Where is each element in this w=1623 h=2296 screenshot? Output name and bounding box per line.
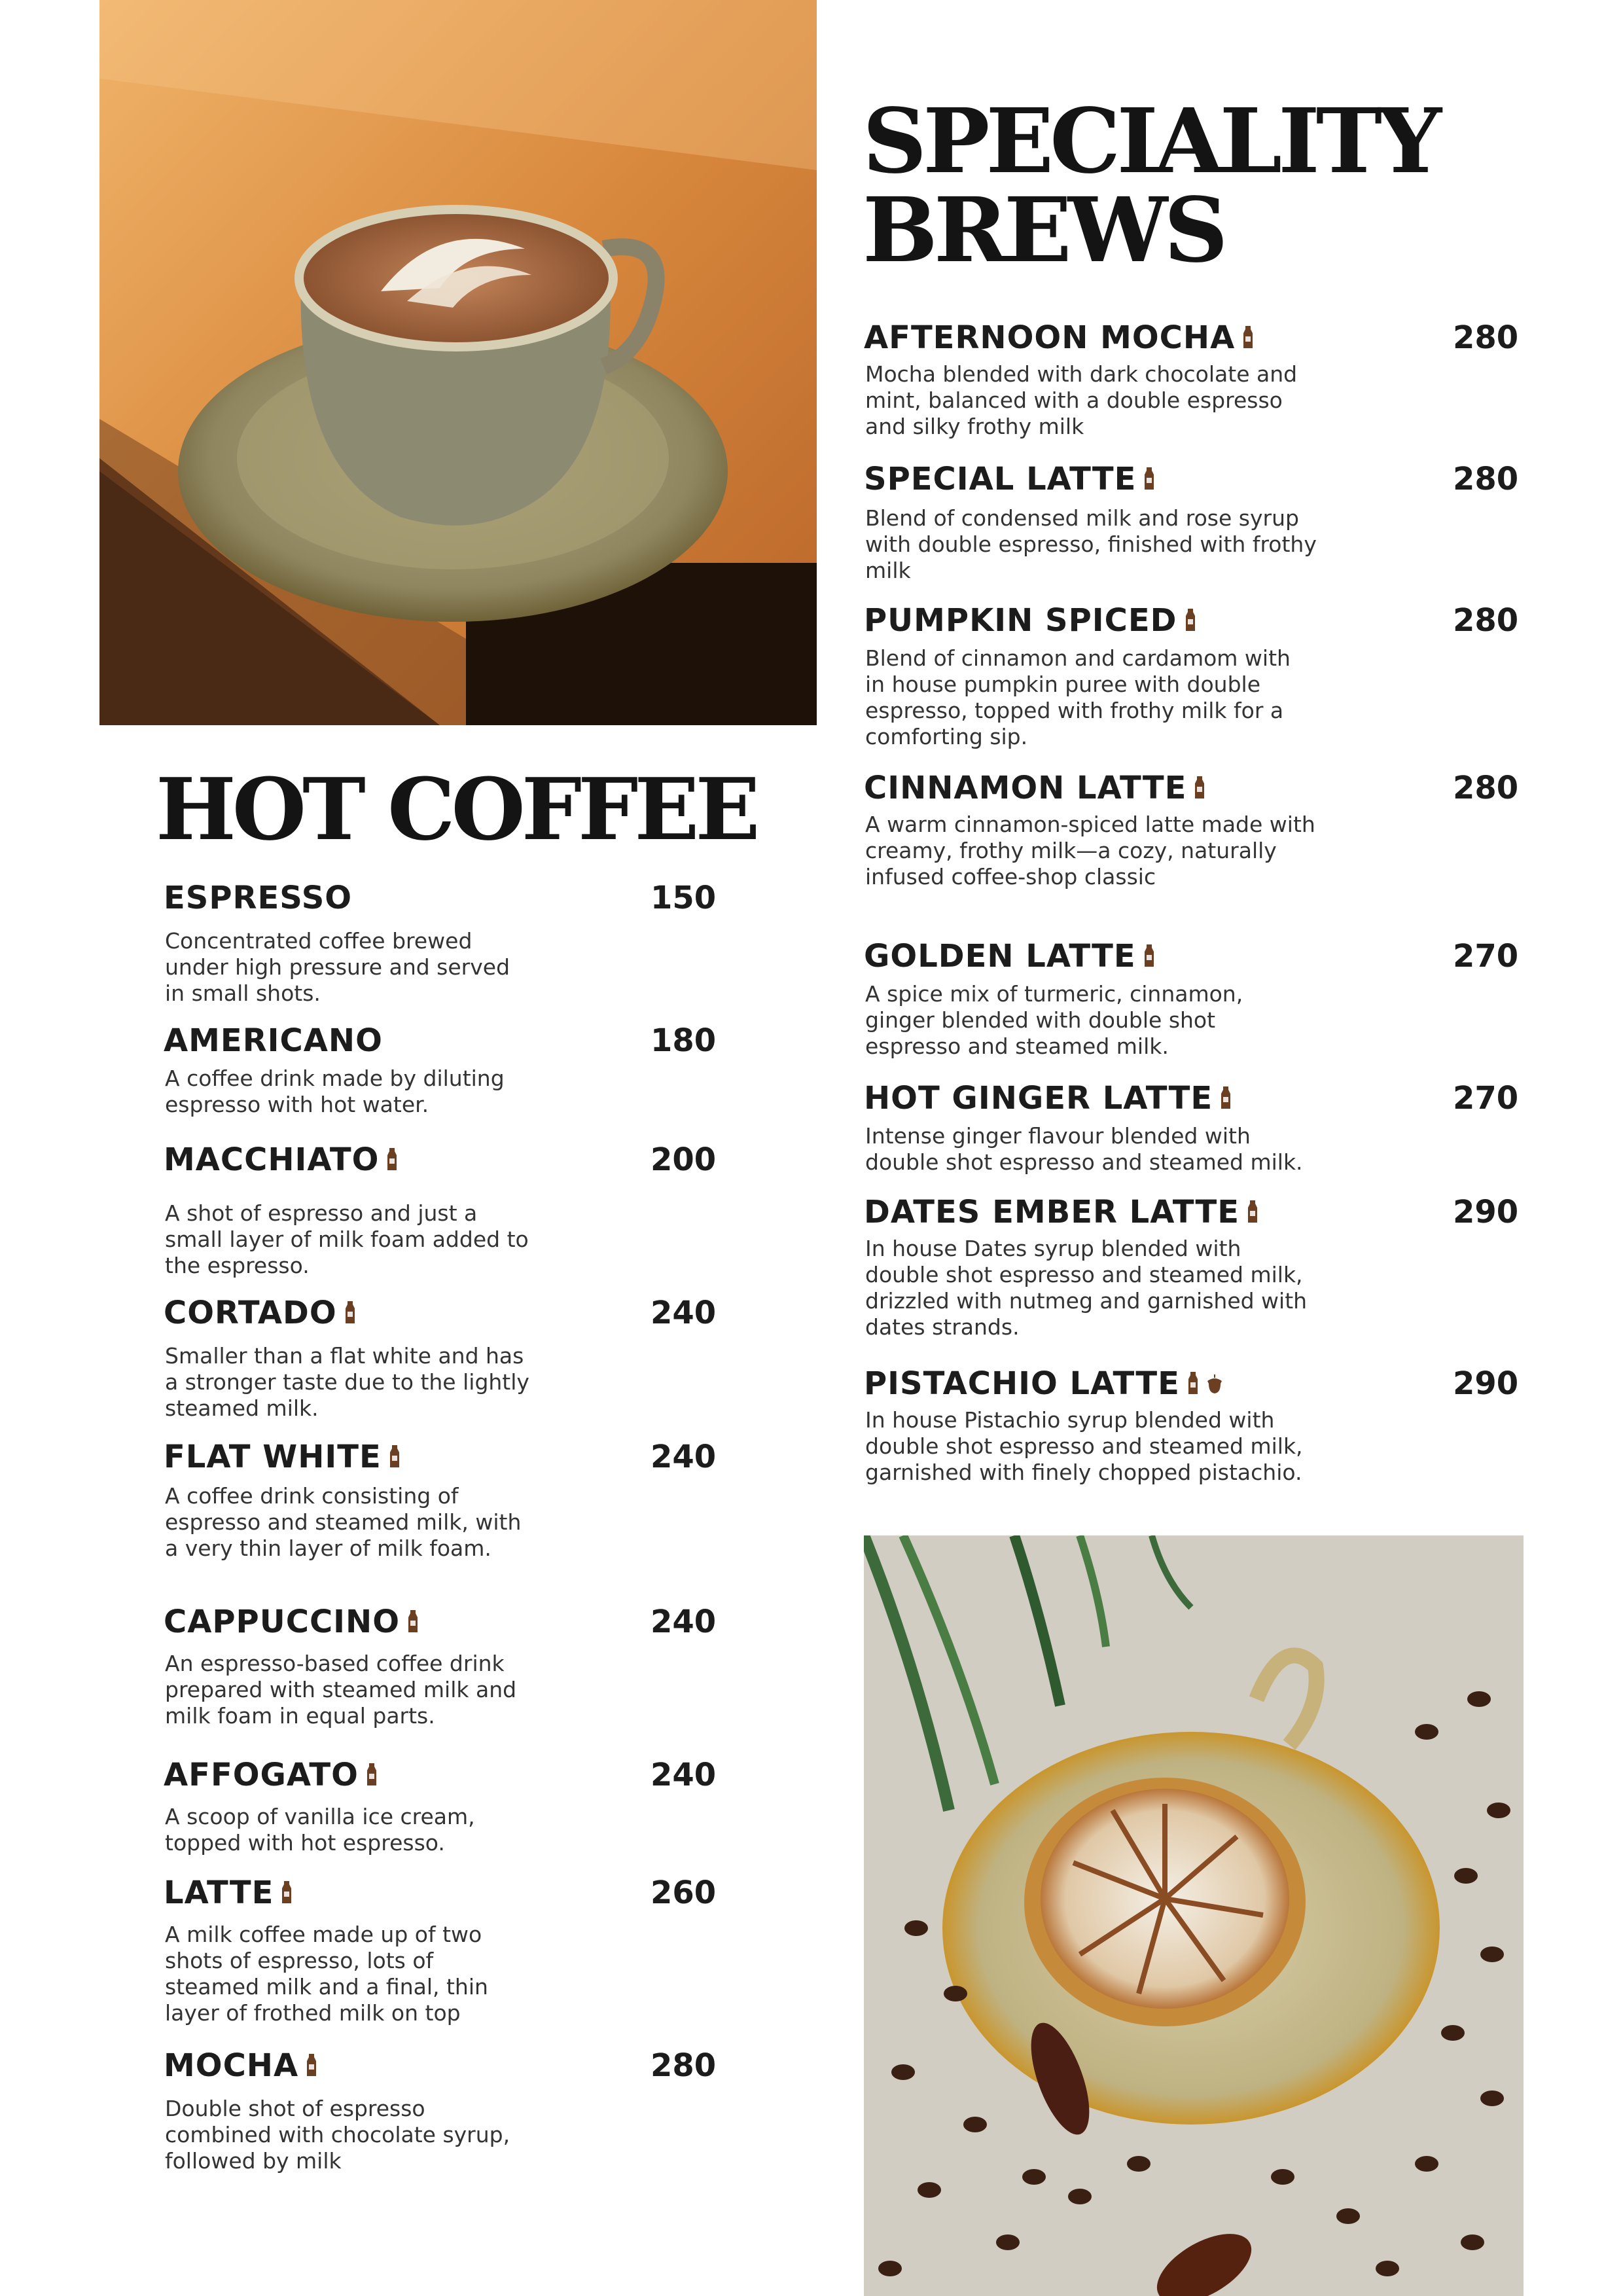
speciality-menu-item: [864, 463, 1518, 594]
speciality-menu-item: [864, 602, 1519, 749]
item-name-text: DATES EMBER LATTE: [864, 1194, 1240, 1230]
milk-bottle-icon: [1185, 609, 1196, 631]
speciality-menu-item: [864, 938, 1519, 1071]
item-price: 240: [651, 1295, 717, 1331]
item-description: A scoop of vanilla ice cream, topped with hot espresso.: [165, 1804, 475, 1856]
item-description: Mocha blended with dark chocolate and mint, balanced with a double espresso and silky frothy milk: [865, 361, 1298, 439]
nut-icon: [1206, 1374, 1223, 1394]
item-name: [164, 1759, 377, 1791]
item-price: 280: [1453, 770, 1519, 806]
item-name: [864, 1196, 1258, 1228]
item-name-text: AMERICANO: [164, 1022, 383, 1059]
item-description: An espresso-based coffee drink prepared with steamed milk and milk foam in equal parts.: [165, 1651, 517, 1729]
hot-menu-item: [164, 882, 726, 1013]
item-name-text: FLAT WHITE: [164, 1439, 382, 1475]
milk-bottle-icon: [366, 1763, 377, 1785]
speciality-title-line2: BREWS: [863, 178, 1224, 283]
milk-bottle-icon: [387, 1148, 397, 1170]
hot-menu-item: [164, 1141, 726, 1278]
item-price: 150: [651, 880, 717, 916]
item-name: [164, 1606, 418, 1638]
item-name: [164, 1022, 383, 1059]
item-name: [864, 772, 1205, 804]
cappuccino-photo: [864, 1535, 1524, 2296]
milk-bottle-icon: [1221, 1086, 1231, 1109]
item-price: 200: [651, 1141, 717, 1178]
milk-bottle-icon: [1194, 776, 1205, 798]
item-description: A coffee drink consisting of espresso and steamed milk, with a very thin layer of milk foam.: [165, 1483, 522, 1561]
item-description: A milk coffee made up of two shots of espresso, lots of steamed milk and a final, thin layer of frothed milk on top: [165, 1922, 488, 2026]
item-name-text: PUMPKIN SPICED: [864, 602, 1177, 639]
item-name-text: AFFOGATO: [164, 1757, 359, 1793]
item-price: 260: [651, 1874, 717, 1911]
item-price: 280: [651, 2047, 717, 2084]
item-name-text: MACCHIATO: [164, 1141, 380, 1178]
speciality-menu-item: [864, 319, 1519, 453]
item-name-text: ESPRESSO: [164, 880, 353, 916]
milk-bottle-icon: [1188, 1372, 1198, 1394]
milk-bottle-icon: [1144, 944, 1154, 967]
item-description: A warm cinnamon-spiced latte made with creamy, frothy milk—a cozy, naturally infused coffee-shop classic: [865, 812, 1315, 889]
milk-bottle-icon: [306, 2054, 317, 2076]
item-name: [164, 2047, 317, 2084]
milk-bottle-icon: [345, 1301, 355, 1323]
milk-bottle-icon: [1247, 1200, 1258, 1223]
hot-menu-item: [164, 1606, 726, 1737]
speciality-menu-item: [864, 772, 1518, 903]
speciality-menu-item: [864, 1194, 1519, 1340]
item-price: 280: [1453, 319, 1519, 356]
milk-bottle-icon: [389, 1445, 400, 1467]
item-price: 180: [651, 1022, 717, 1059]
hot-menu-item: [164, 1297, 726, 1428]
item-name-text: CAPPUCCINO: [164, 1604, 400, 1640]
item-name: [864, 463, 1154, 495]
milk-bottle-icon: [1243, 326, 1253, 348]
item-description: Smaller than a flat white and has a stronger taste due to the lightly steamed milk.: [165, 1343, 529, 1421]
hot-menu-item: [164, 1759, 726, 1890]
hot-coffee-title: HOT COFFEE: [156, 759, 757, 859]
item-description: Concentrated coffee brewed under high pressure and served in small shots.: [165, 928, 510, 1006]
hot-menu-item: [164, 1874, 726, 2026]
item-description: In house Pistachio syrup blended with double shot espresso and steamed milk, garnished with finely chopped pistachio.: [865, 1407, 1303, 1485]
item-price: 280: [1453, 602, 1519, 639]
item-price: 240: [651, 1604, 717, 1640]
item-name-text: CORTADO: [164, 1295, 337, 1331]
item-description: In house Dates syrup blended with double shot espresso and steamed milk, drizzled with nutmeg and garnished with dates strands.: [865, 1236, 1308, 1340]
milk-bottle-icon: [1144, 467, 1154, 490]
item-price: 270: [1453, 938, 1519, 975]
item-price: 280: [1453, 461, 1519, 497]
milk-bottle-icon: [281, 1881, 292, 1903]
latte-art-photo: [99, 0, 817, 725]
speciality-title-line1: SPECIALITY: [863, 89, 1438, 194]
item-name-text: SPECIAL LATTE: [864, 461, 1137, 497]
item-name-text: HOT GINGER LATTE: [864, 1080, 1213, 1117]
item-name-text: CINNAMON LATTE: [864, 770, 1187, 806]
item-description: A spice mix of turmeric, cinnamon, ginger blended with double shot espresso and steamed milk.: [865, 981, 1243, 1059]
item-name: [164, 1141, 397, 1178]
item-price: 270: [1453, 1080, 1519, 1117]
item-name: [164, 882, 352, 914]
item-name: [164, 1874, 292, 1911]
item-name: [864, 1365, 1223, 1402]
speciality-menu-item: [864, 1365, 1519, 1499]
item-description: Double shot of espresso combined with chocolate syrup, followed by milk: [165, 2096, 510, 2174]
hot-menu-item: [164, 2047, 726, 2181]
item-price: 290: [1453, 1365, 1519, 1402]
item-name-text: AFTERNOON MOCHA: [864, 319, 1236, 356]
item-price: 240: [651, 1439, 717, 1475]
hot-menu-item: [164, 1441, 726, 1572]
item-description: A coffee drink made by diluting espresso with hot water.: [165, 1066, 505, 1117]
item-name-text: PISTACHIO LATTE: [864, 1365, 1180, 1402]
item-name-text: LATTE: [164, 1874, 274, 1911]
item-description: A shot of espresso and just a small layer of milk foam added to the espresso.: [165, 1200, 529, 1278]
milk-bottle-icon: [408, 1610, 418, 1632]
item-description: Intense ginger flavour blended with double shot espresso and steamed milk.: [865, 1123, 1303, 1175]
item-name: [864, 319, 1253, 356]
item-name-text: MOCHA: [164, 2047, 299, 2084]
item-name: [864, 1080, 1231, 1117]
item-price: 290: [1453, 1194, 1519, 1230]
item-name-text: GOLDEN LATTE: [864, 938, 1136, 975]
item-description: Blend of cinnamon and cardamom with in house pumpkin puree with double espresso, topped with frothy milk for a comforting sip.: [865, 645, 1291, 749]
item-name: [164, 1441, 400, 1473]
item-name: [864, 938, 1154, 975]
item-description: Blend of condensed milk and rose syrup with double espresso, finished with frothy milk: [865, 505, 1317, 583]
item-price: 240: [651, 1757, 717, 1793]
item-name: [864, 602, 1196, 639]
item-name: [164, 1297, 355, 1329]
hot-menu-item: [164, 1022, 726, 1156]
